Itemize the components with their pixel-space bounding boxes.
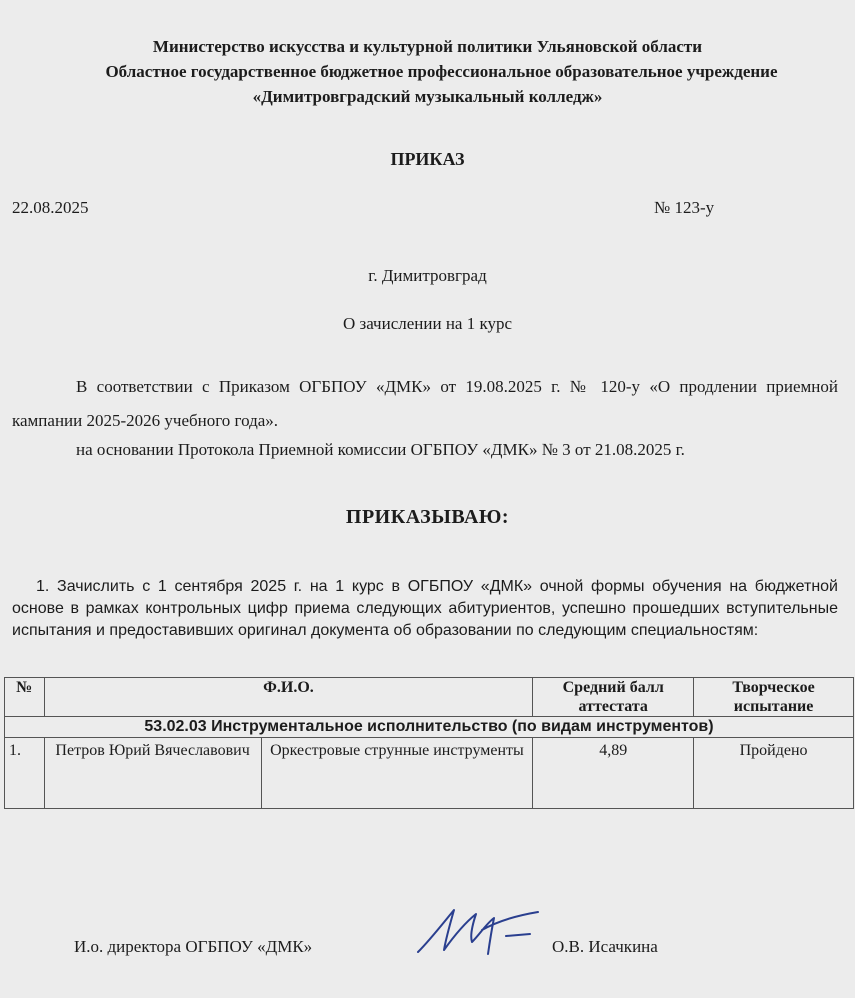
city: г. Димитровград — [368, 266, 487, 285]
enrollment-table — [4, 677, 854, 809]
specialty-row — [5, 717, 854, 738]
signatory-name: О.В. Исачкина — [552, 937, 658, 956]
specialty-label: 53.02.03 Инструментальное исполнительство (по видам инструментов) — [5, 717, 854, 738]
enrollment-paragraph: 1. Зачислить с 1 сентября 2025 г. на 1 курс в ОГБПОУ «ДМК» очной формы обучения на бюджетной основе в рамках контрольных цифр приема следующих абитуриентов, успешно прошедших вступительные испытания и предоставивших оригинал документа об образовании по следующим специальностям: — [12, 578, 838, 639]
header-exam: Творческое испытание — [694, 678, 854, 717]
order-date: 22.08.2025 — [12, 198, 89, 217]
order-subject: О зачислении на 1 курс — [342, 314, 513, 333]
table-row — [5, 738, 854, 809]
header-num: № — [5, 678, 45, 717]
table-header-row — [5, 678, 854, 717]
header-score: Средний балл аттестата — [533, 678, 694, 717]
order-heading: ПРИКАЗЫВАЮ: — [345, 506, 510, 528]
institution-name: «Димитровградский музыкальный колледж» — [252, 87, 603, 106]
row-num: 1. — [5, 738, 45, 809]
basis-paragraph: В соответствии с Приказом ОГБПОУ «ДМК» от 19.08.2025 г. № 120-у «О продлении приемной кампании 2025-2026 учебного года». — [12, 377, 838, 430]
order-number: № 123-у — [654, 198, 715, 217]
institution-type: Областное государственное бюджетное профессиональное образовательное учреждение — [105, 62, 778, 81]
protocol-paragraph: на основании Протокола Приемной комиссии ОГБПОУ «ДМК» № 3 от 21.08.2025 г. — [76, 440, 685, 459]
signatory-position: И.о. директора ОГБПОУ «ДМК» — [74, 937, 313, 956]
document-title: ПРИКАЗ — [390, 149, 465, 169]
header-fio: Ф.И.О. — [44, 678, 533, 717]
row-exam: Пройдено — [694, 738, 854, 809]
ministry-name: Министерство искусства и культурной политики Ульяновской области — [152, 37, 703, 56]
row-instrument: Оркестровые струнные инструменты — [261, 738, 533, 809]
row-score: 4,89 — [533, 738, 694, 809]
row-fio: Петров Юрий Вячеславович — [44, 738, 261, 809]
handwritten-signature — [410, 900, 550, 960]
